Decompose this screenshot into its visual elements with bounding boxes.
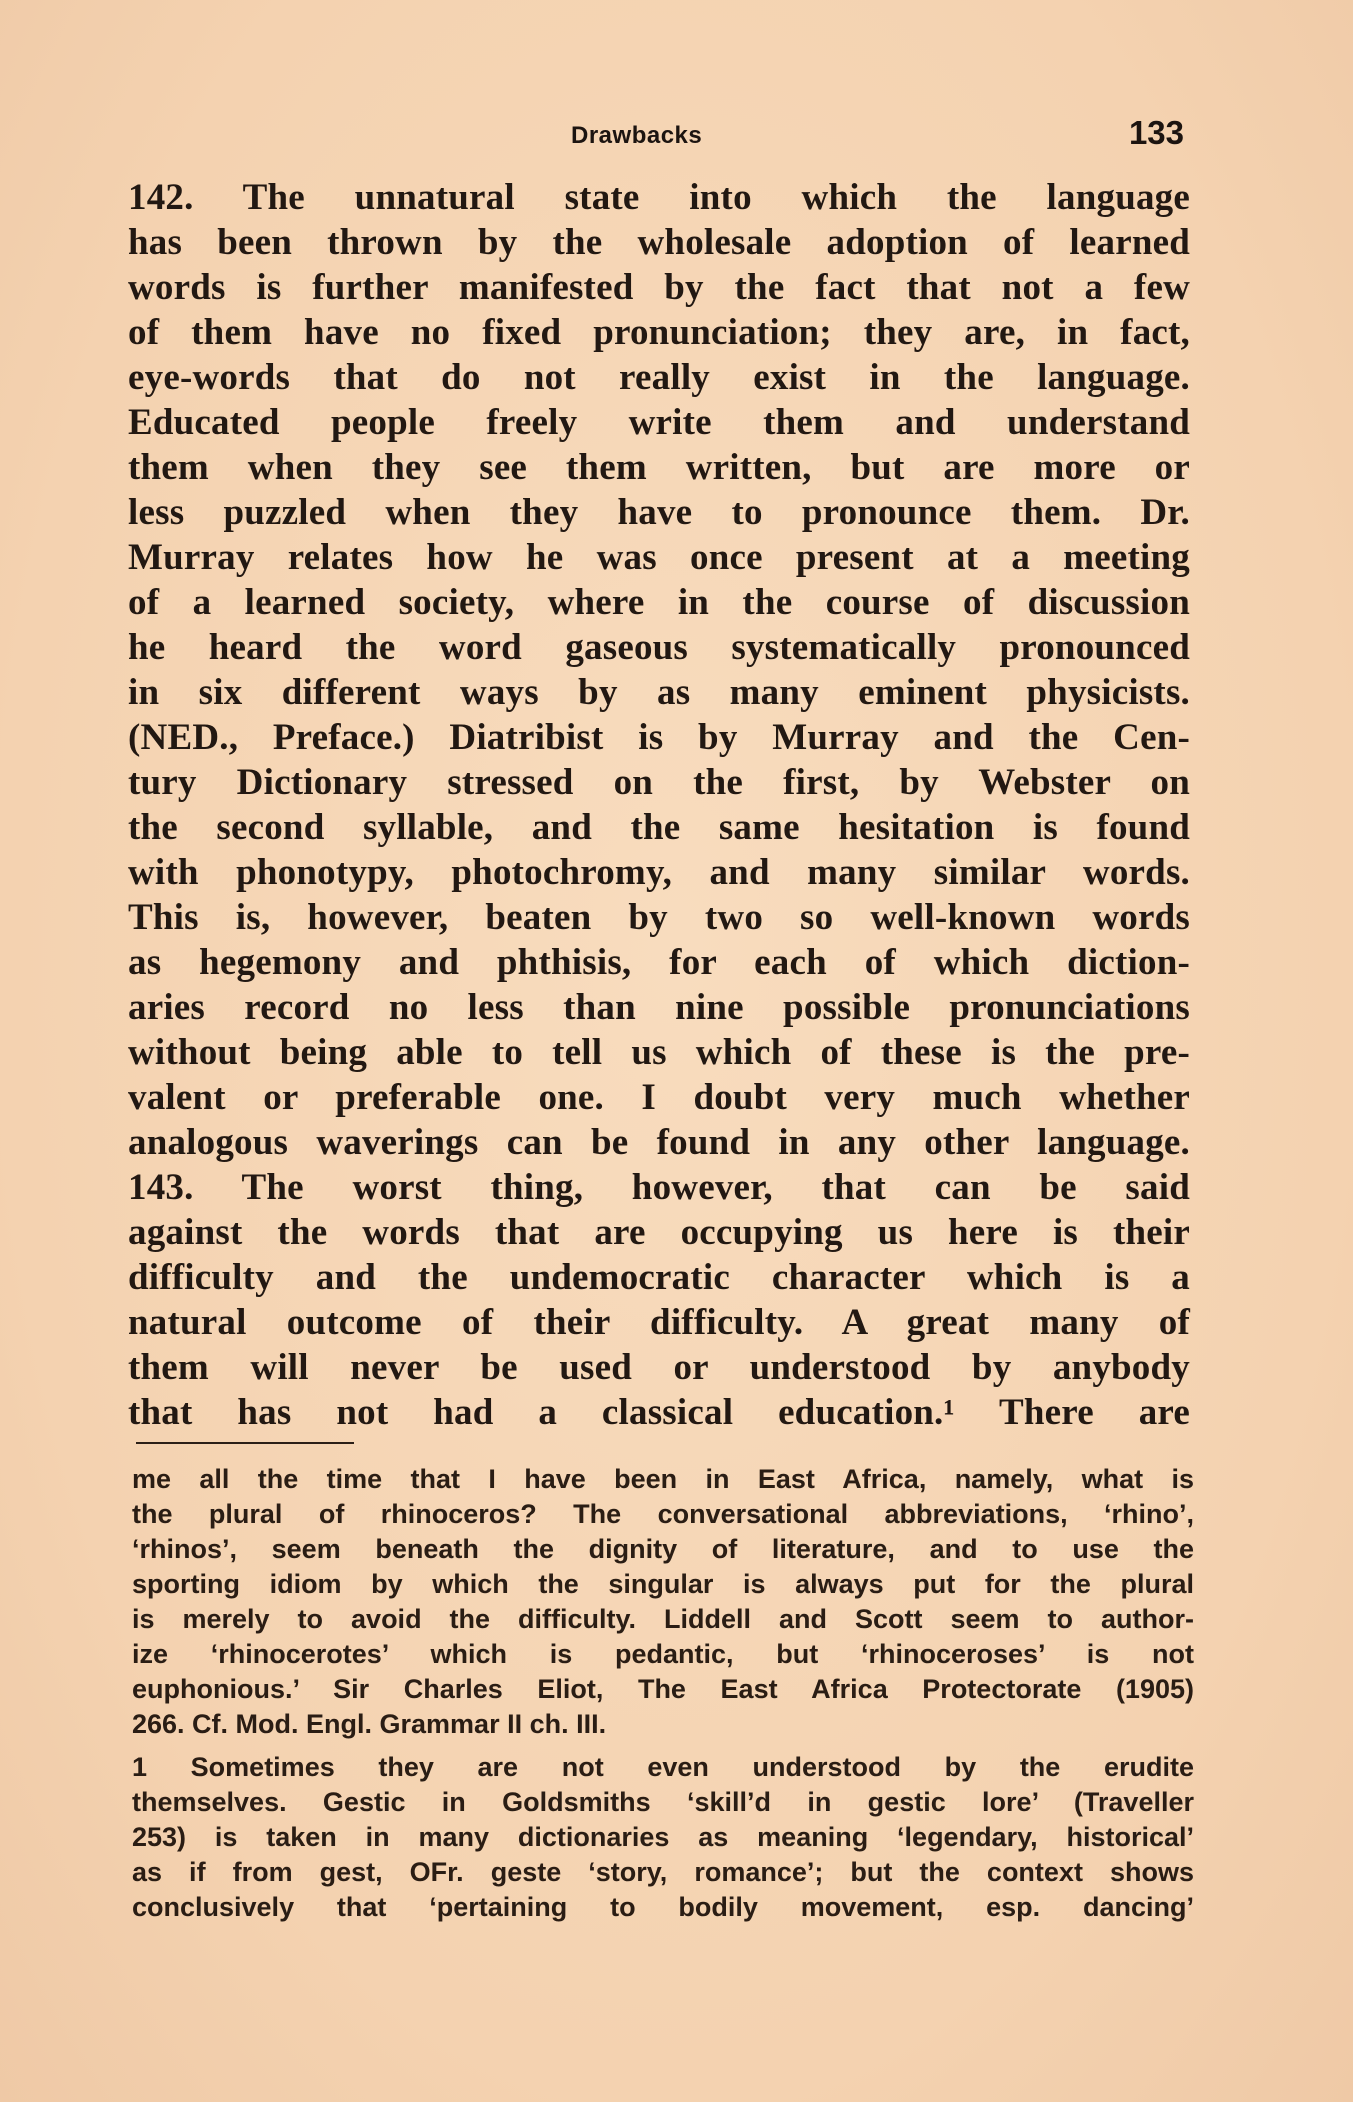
text-line: the second syllable, and the same hesitation is found <box>128 807 1190 848</box>
text-line: Educated people freely write them and understand <box>128 402 1190 443</box>
text-line: in six different ways by as many eminent physicists. <box>128 672 1190 713</box>
text-line: valent or preferable one. I doubt very much whether <box>128 1077 1190 1118</box>
text-line: words is further manifested by the fact that not a few <box>128 267 1190 308</box>
main-text <box>128 175 1190 1435</box>
footnote-line: ize ‘rhinocerotes’ which is pedantic, but ‘rhinoceroses’ is not <box>132 1639 1194 1669</box>
page-number: 133 <box>1128 114 1184 151</box>
text-line: without being able to tell us which of these is the pre- <box>128 1032 1190 1073</box>
text-line: Murray relates how he was once present at a meeting <box>128 537 1190 578</box>
text-line: with phonotypy, photochromy, and many similar words. <box>128 852 1190 893</box>
footnote-line: sporting idiom by which the singular is always put for the plural <box>132 1569 1194 1599</box>
text-line: as hegemony and phthisis, for each of which diction- <box>128 942 1190 983</box>
text-line: he heard the word gaseous systematically pronounced <box>128 627 1190 668</box>
text-line: of a learned society, where in the course of discussion <box>128 582 1190 623</box>
text-line: them will never be used or understood by anybody <box>128 1347 1190 1388</box>
footnote-line: ‘rhinos’, seem beneath the dignity of literature, and to use the <box>132 1534 1194 1564</box>
text-line: that has not had a classical education.¹ There are <box>128 1392 1190 1433</box>
footnote-line: conclusively that ‘pertaining to bodily movement, esp. dancing’ <box>132 1892 1194 1922</box>
footnote-line: 1 Sometimes they are not even understood by the erudite <box>132 1752 1194 1782</box>
footnote-divider <box>136 1442 354 1444</box>
text-line: This is, however, beaten by two so well-known words <box>128 897 1190 938</box>
text-line: of them have no fixed pronunciation; they are, in fact, <box>128 312 1190 353</box>
footnote-line: me all the time that I have been in East Africa, namely, what is <box>132 1464 1194 1494</box>
text-line: against the words that are occupying us here is their <box>128 1212 1190 1253</box>
footnote-line: 266. Cf. Mod. Engl. Grammar II ch. III. <box>132 1709 607 1739</box>
text-line: analogous waverings can be found in any other language. <box>128 1122 1190 1163</box>
footnote-line: themselves. Gestic in Goldsmiths ‘skill’d in gestic lore’ (Traveller <box>132 1787 1194 1817</box>
text-line: aries record no less than nine possible pronunciations <box>128 987 1190 1028</box>
footnote-line: is merely to avoid the difficulty. Liddell and Scott seem to author- <box>132 1604 1194 1634</box>
text-line: has been thrown by the wholesale adoption of learned <box>128 222 1190 263</box>
text-line: eye-words that do not really exist in the language. <box>128 357 1190 398</box>
text-line: less puzzled when they have to pronounce them. Dr. <box>128 492 1190 533</box>
text-line: natural outcome of their difficulty. A great many of <box>128 1302 1190 1343</box>
text-line: tury Dictionary stressed on the first, by Webster on <box>128 762 1190 803</box>
text-line: (NED., Preface.) Diatribist is by Murray and the Cen- <box>128 717 1190 758</box>
text-line: 142. The unnatural state into which the language <box>128 177 1190 218</box>
text-line: 143. The worst thing, however, that can be said <box>128 1167 1190 1208</box>
text-line: them when they see them written, but are more or <box>128 447 1190 488</box>
running-head: Drawbacks <box>571 122 703 149</box>
footnote-line: the plural of rhinoceros? The conversational abbreviations, ‘rhino’, <box>132 1499 1194 1529</box>
footnotes <box>132 1462 1194 1925</box>
text-line: difficulty and the undemocratic character which is a <box>128 1257 1190 1298</box>
page-header <box>128 112 1190 162</box>
footnote-line: as if from gest, OFr. geste ‘story, romance’; but the context shows <box>132 1857 1194 1887</box>
footnote-line: euphonious.’ Sir Charles Eliot, The East Africa Protectorate (1905) <box>132 1674 1194 1704</box>
footnote-line: 253) is taken in many dictionaries as meaning ‘legendary, historical’ <box>132 1822 1194 1852</box>
